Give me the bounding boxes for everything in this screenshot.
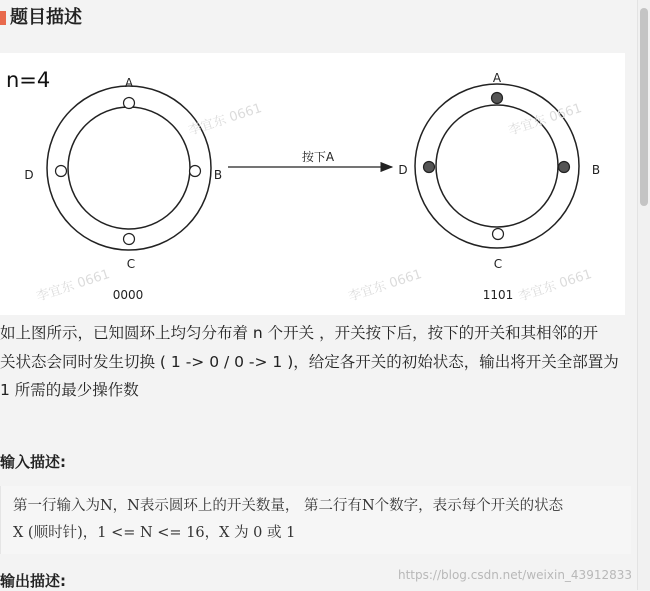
left-switch-d <box>56 166 67 177</box>
problem-figure <box>0 53 625 315</box>
right-label-d: D <box>398 163 408 177</box>
watermark-text: 李宜东 0661 <box>506 100 584 139</box>
press-arrow <box>228 149 392 167</box>
right-switch-c <box>493 229 504 240</box>
right-label-b: B <box>591 163 601 177</box>
ring-diagram <box>0 53 625 315</box>
blog-watermark: https://blog.csdn.net/weixin_43912833 <box>397 568 632 582</box>
right-switch-b <box>559 162 570 173</box>
input-line: X (顺时针)，1 <= N <= 16，X 为 0 或 1 <box>13 525 296 541</box>
watermark-text: 李宜东 0661 <box>346 266 424 305</box>
input-description-box <box>0 486 631 554</box>
left-switch-a <box>124 98 135 109</box>
watermark-text: 李宜东 0661 <box>186 100 264 139</box>
right-switch-a <box>492 93 503 104</box>
n-label: n=4 <box>6 68 51 92</box>
right-state: 1101 <box>482 288 514 302</box>
right-switch-d <box>424 162 435 173</box>
left-state: 0000 <box>112 288 144 302</box>
left-switch-c <box>124 234 135 245</box>
input-line: 第一行输入为N，N表示圆环上的开关数量， 第二行有N个数字，表示每个开关的状态 <box>13 498 564 514</box>
left-switch-b <box>190 166 201 177</box>
section-marker <box>0 11 6 25</box>
right-label-c: C <box>493 257 503 271</box>
scrollbar-thumb[interactable] <box>640 8 648 206</box>
left-label-c: C <box>126 257 136 271</box>
section-title: 题目描述 <box>10 7 82 28</box>
arrow-label: 按下A <box>301 150 335 164</box>
left-label-a: A <box>124 76 134 90</box>
description-line: 1 所需的最少操作数 <box>0 381 139 399</box>
section-header <box>0 0 638 40</box>
right-label-a: A <box>492 71 502 85</box>
output-heading: 输出描述: <box>0 572 66 590</box>
description-line: 关状态会同时发生切换 ( 1 -> 0 / 0 -> 1 )，给定各开关的初始状态，输出将开关全部置为 <box>0 352 619 371</box>
figure-watermarks <box>34 100 593 305</box>
scrollbar[interactable] <box>637 0 650 590</box>
left-label-b: B <box>213 168 223 182</box>
left-label-d: D <box>24 168 34 182</box>
input-heading: 输入描述: <box>0 453 66 471</box>
watermark-text: 李宜东 0661 <box>34 266 112 305</box>
watermark-text: 李宜东 0661 <box>516 266 594 305</box>
description-line: 如上图所示，已知圆环上均匀分布着 n 个开关 ，开关按下后，按下的开关和其相邻的开 <box>0 324 599 342</box>
problem-description <box>0 319 632 405</box>
left-ring <box>24 76 222 302</box>
